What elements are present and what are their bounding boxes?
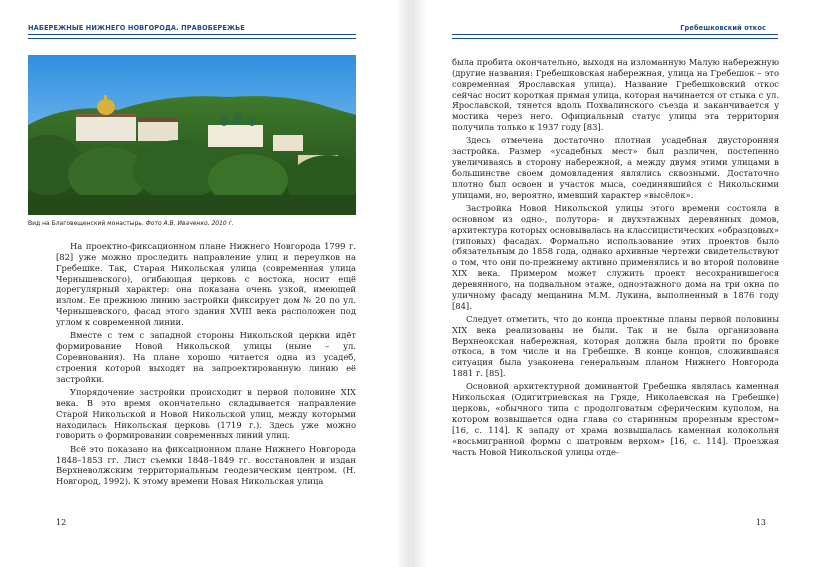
paragraph: Упорядочение застройки происходит в первой половине XIX века. В это время окончательно складывается направление Старой Никольской и Новой Никольской улиц, между которыми находилась Никольская церковь (1719 г.). Здесь уже можно говорить о формировании современных линий улиц.	[56, 386, 356, 441]
paragraph: На проектно-фиксационном плане Нижнего Новгорода 1799 г. [82] уже можно проследить направление улиц и переулков на Гребешке. Так, Старая Никольская улица (современная улица Чернышевского), огибающая церковь с востока, носит ещё дорегулярный характер: она показана очень узкой, имеющей излом. Ее прежнюю линию застройки фиксирует дом № 20 по ул. Чернышевского, фасад этого здания XVIII века расположен под углом к современной линии.	[56, 241, 356, 327]
page-number-right: 13	[755, 518, 766, 527]
photo-caption	[28, 220, 358, 227]
monastery-photo	[28, 55, 356, 215]
header-rule	[452, 34, 778, 35]
page-number-left: 12	[56, 518, 67, 527]
right-text-column	[452, 57, 779, 460]
paragraph: была пробита окончательно, выходя на изломанную Малую набережную (другие названия: Гребешковская набережная, улица на Гребешок – это современная Ярославская улица). Название Гребешковский откос сейчас носит короткая прямая улица, которая начинается от стыка с ул. Ярославской, тянется вдоль Похвалинского съезда и заканчивается у мостика через него. Официальный статус улицы эта территория получила только к 1937 году [83].	[452, 57, 779, 133]
header-rule	[28, 34, 356, 35]
caption-text: Вид на Благовещенский монастырь.	[28, 220, 146, 227]
header-rule-thin	[28, 38, 356, 39]
left-text-column	[56, 241, 356, 490]
paragraph: Всё это показано на фиксационном плане Нижнего Новгорода 1848–1853 гг. Лист съемки 1848–1849 гг. восстановлен и издан Верхневолжским территориальным геодезическим центром. (Н. Новгород, 1992). К этому времени Новая Никольская улица	[56, 443, 356, 487]
caption-credit: Фото А.В. Иваченко, 2010 г.	[145, 220, 234, 227]
running-head-left: НАБЕРЕЖНЫЕ НИЖНЕГО НОВГОРОДА. ПРАВОБЕРЕЖЬЕ	[28, 24, 245, 32]
gutter-shadow	[396, 0, 410, 567]
paragraph: Основной архитектурной доминантой Гребешка являлась каменная Никольская (Одигитриевская на Гряде, Николаевская на Гребешке) церковь, «обычного типа с продолговатым сферическим куполом, на котором возвышается одна глава со старинным прорезным крестом» [16, с. 114]. К западу от храма возвышалась каменная колокольня «восьмигранной формы с шатровым верхом» [16, с. 114]. Проезжая часть Новой Никольской улицы отде-	[452, 381, 779, 457]
paragraph: Застройка Новой Никольской улицы этого времени состояла в основном из одно-, полутора- и двухэтажных деревянных домов, архитектура которых основывалась на классицистических «образцовых» (типовых) фасадах. Формально использование этих проектов было обязательным до 1858 года, однако архивные чертежи свидетельствуют о том, что они по-прежнему активно применялись и во второй половине XIX века. Примером может служить проект несохранившегося деревянного, на подвальном этаже, одноэтажного дома на три окна по уличному фасаду мещанина М.М. Лукина, выполненный в 1876 году [84].	[452, 202, 779, 311]
paragraph: Следует отметить, что до конца проектные планы первой половины XIX века реализованы не были. Так и не была организована Верхнеокская набережная, которая должна была пройти по бровке откоса, в том числе и на Гребешке. В конце концов, сложившаяся ситуация была узаконена генеральным планом Нижнего Новгорода 1881 г. [85].	[452, 313, 779, 379]
right-page	[412, 0, 822, 567]
paragraph: Вместе с тем с западной стороны Никольской церкви идёт формирование Новой Никольской улицы (ныне – ул. Соревнования). На плане хорошо читается одна из усадеб, строения которой выходят на запроектированную линию её застройки.	[56, 330, 356, 384]
gutter-shadow	[412, 0, 426, 567]
left-page	[0, 0, 410, 567]
header-rule-thin	[452, 38, 778, 39]
running-head-right: Гребешковский откос	[680, 24, 766, 32]
paragraph: Здесь отмечена достаточно плотная усадебная двусторонняя застройка. Размер «усадебных мест» был различен, постепенно увеличиваясь в сторону набережной, а между двумя этими улицами в большинстве своем домовладения являлись сквозными. Достаточно плотно был освоен и участок мыса, соединявшийся с Никольскими улицами, но, вероятно, имевший характер «высёлок».	[452, 135, 779, 200]
